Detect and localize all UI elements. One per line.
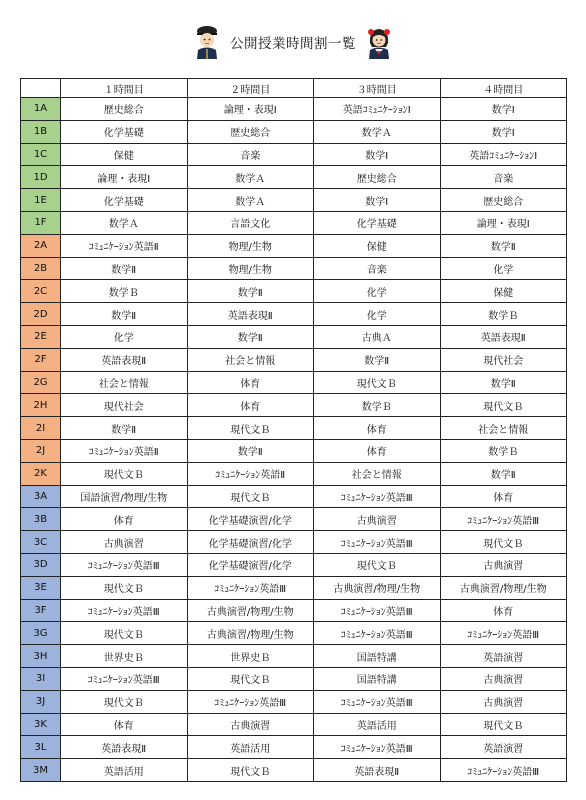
class-label-cell: 3L (21, 736, 61, 759)
subject-cell: 論理・表現Ⅰ (187, 98, 314, 121)
subject-cell: 論理・表現Ⅰ (440, 211, 567, 234)
table-row (21, 143, 567, 166)
subject-cell: 数学Ａ (187, 189, 314, 212)
subject-cell: 体育 (61, 713, 188, 736)
table-row (21, 439, 567, 462)
subject-cell: ｺﾐｭﾆｹｰｼｮﾝ英語Ⅱ (61, 234, 188, 257)
subject-cell: ｺﾐｭﾆｹｰｼｮﾝ英語Ⅱ (61, 439, 188, 462)
table-row (21, 234, 567, 257)
class-label-cell: 1F (21, 211, 61, 234)
page-title: 公開授業時間割一覧 (230, 36, 356, 52)
subject-cell: 保健 (61, 143, 188, 166)
subject-cell: 現代文Ｂ (187, 485, 314, 508)
table-row (21, 98, 567, 121)
subject-cell: 数学Ⅰ (314, 143, 441, 166)
subject-cell: 現代社会 (61, 394, 188, 417)
class-label-cell: 2I (21, 417, 61, 440)
subject-cell: 英語ｺﾐｭﾆｹｰｼｮﾝⅠ (440, 143, 567, 166)
table-row (21, 394, 567, 417)
subject-cell: 数学Ⅱ (61, 303, 188, 326)
subject-cell: ｺﾐｭﾆｹｰｼｮﾝ英語Ⅲ (61, 667, 188, 690)
subject-cell: 数学Ｂ (314, 394, 441, 417)
subject-cell: 国語特講 (314, 645, 441, 668)
subject-cell: 古典演習 (187, 713, 314, 736)
subject-cell: 数学Ａ (187, 166, 314, 189)
timetable (20, 78, 567, 782)
subject-cell: 体育 (440, 599, 567, 622)
table-row (21, 325, 567, 348)
class-label-cell: 1D (21, 166, 61, 189)
class-label-cell: 2B (21, 257, 61, 280)
timetable-header-row (21, 79, 567, 98)
subject-cell: 体育 (314, 439, 441, 462)
subject-cell: 世界史Ｂ (187, 645, 314, 668)
table-row (21, 462, 567, 485)
subject-cell: 社会と情報 (440, 417, 567, 440)
schoolgirl-avatar-icon (366, 25, 392, 59)
table-row (21, 622, 567, 645)
class-label-cell: 3F (21, 599, 61, 622)
subject-cell: 現代文Ｂ (61, 576, 188, 599)
subject-cell: 音楽 (440, 166, 567, 189)
subject-cell: 化学 (314, 280, 441, 303)
subject-cell: 現代文Ｂ (187, 667, 314, 690)
subject-cell: 数学Ⅱ (440, 234, 567, 257)
subject-cell: 英語活用 (61, 759, 188, 782)
table-row (21, 166, 567, 189)
subject-cell: ｺﾐｭﾆｹｰｼｮﾝ英語Ⅲ (314, 531, 441, 554)
class-label-cell: 3I (21, 667, 61, 690)
header-period-3: ３時間目 (314, 79, 441, 98)
class-label-cell: 3D (21, 553, 61, 576)
subject-cell: 英語表現Ⅱ (314, 759, 441, 782)
subject-cell: 古典演習 (440, 553, 567, 576)
subject-cell: 英語表現Ⅱ (61, 736, 188, 759)
subject-cell: 化学基礎演習/化学 (187, 508, 314, 531)
subject-cell: 古典演習/物理/生物 (187, 622, 314, 645)
subject-cell: 数学Ⅱ (61, 417, 188, 440)
subject-cell: 古典演習/物理/生物 (314, 576, 441, 599)
subject-cell: 英語演習 (440, 736, 567, 759)
class-label-cell: 1A (21, 98, 61, 121)
subject-cell: ｺﾐｭﾆｹｰｼｮﾝ英語Ⅲ (440, 508, 567, 531)
subject-cell: 古典演習 (440, 667, 567, 690)
subject-cell: 数学Ｂ (61, 280, 188, 303)
subject-cell: 現代文Ｂ (61, 622, 188, 645)
subject-cell: 体育 (61, 508, 188, 531)
subject-cell: 数学Ⅱ (440, 462, 567, 485)
subject-cell: 数学Ⅱ (187, 439, 314, 462)
subject-cell: 現代文Ｂ (314, 553, 441, 576)
table-row (21, 303, 567, 326)
table-row (21, 348, 567, 371)
class-label-cell: 3K (21, 713, 61, 736)
subject-cell: 古典演習/物理/生物 (440, 576, 567, 599)
table-row (21, 713, 567, 736)
subject-cell: 数学Ⅰ (314, 189, 441, 212)
class-label-cell: 3G (21, 622, 61, 645)
subject-cell: 保健 (440, 280, 567, 303)
subject-cell: ｺﾐｭﾆｹｰｼｮﾝ英語Ⅲ (314, 599, 441, 622)
subject-cell: 英語表現Ⅱ (440, 325, 567, 348)
subject-cell: 数学Ⅱ (314, 348, 441, 371)
table-row (21, 280, 567, 303)
header-period-4: ４時間目 (440, 79, 567, 98)
subject-cell: 数学Ｂ (440, 303, 567, 326)
table-row (21, 371, 567, 394)
subject-cell: 化学 (61, 325, 188, 348)
subject-cell: 歴史総合 (61, 98, 188, 121)
subject-cell: 数学Ａ (314, 120, 441, 143)
subject-cell: 数学Ⅰ (440, 120, 567, 143)
class-label-cell: 3E (21, 576, 61, 599)
table-row (21, 257, 567, 280)
subject-cell: 化学基礎 (61, 120, 188, 143)
subject-cell: 古典演習 (314, 508, 441, 531)
subject-cell: ｺﾐｭﾆｹｰｼｮﾝ英語Ⅲ (314, 690, 441, 713)
subject-cell: 古典演習 (61, 531, 188, 554)
subject-cell: 数学Ⅱ (61, 257, 188, 280)
table-row (21, 645, 567, 668)
subject-cell: 現代社会 (440, 348, 567, 371)
subject-cell: 英語演習 (440, 645, 567, 668)
table-row (21, 736, 567, 759)
class-label-cell: 3B (21, 508, 61, 531)
class-label-cell: 2D (21, 303, 61, 326)
class-label-cell: 1C (21, 143, 61, 166)
table-row (21, 508, 567, 531)
subject-cell: 物理/生物 (187, 234, 314, 257)
subject-cell: 数学Ⅱ (187, 325, 314, 348)
subject-cell: 古典演習/物理/生物 (187, 599, 314, 622)
class-label-cell: 3C (21, 531, 61, 554)
class-label-cell: 1B (21, 120, 61, 143)
subject-cell: 体育 (187, 371, 314, 394)
subject-cell: ｺﾐｭﾆｹｰｼｮﾝ英語Ⅲ (61, 553, 188, 576)
subject-cell: ｺﾐｭﾆｹｰｼｮﾝ英語Ⅲ (314, 485, 441, 508)
table-row (21, 531, 567, 554)
subject-cell: 現代文Ｂ (440, 713, 567, 736)
subject-cell: 社会と情報 (187, 348, 314, 371)
subject-cell: 化学基礎演習/化学 (187, 531, 314, 554)
subject-cell: 数学Ａ (61, 211, 188, 234)
subject-cell: 化学基礎 (314, 211, 441, 234)
class-label-cell: 2G (21, 371, 61, 394)
class-label-cell: 2K (21, 462, 61, 485)
subject-cell: 国語演習/物理/生物 (61, 485, 188, 508)
subject-cell: 音楽 (187, 143, 314, 166)
subject-cell: 体育 (187, 394, 314, 417)
table-row (21, 667, 567, 690)
subject-cell: 英語表現Ⅱ (61, 348, 188, 371)
subject-cell: 歴史総合 (314, 166, 441, 189)
subject-cell: 現代文Ｂ (187, 759, 314, 782)
class-label-cell: 2F (21, 348, 61, 371)
subject-cell: 古典Ａ (314, 325, 441, 348)
table-row (21, 120, 567, 143)
class-label-cell: 2A (21, 234, 61, 257)
subject-cell: 現代文Ｂ (187, 417, 314, 440)
class-label-cell: 2E (21, 325, 61, 348)
class-label-cell: 3H (21, 645, 61, 668)
subject-cell: ｺﾐｭﾆｹｰｼｮﾝ英語Ⅲ (440, 622, 567, 645)
subject-cell: 数学Ｂ (440, 439, 567, 462)
subject-cell: 英語表現Ⅱ (187, 303, 314, 326)
subject-cell: 論理・表現Ⅰ (61, 166, 188, 189)
subject-cell: 現代文Ｂ (440, 394, 567, 417)
subject-cell: 物理/生物 (187, 257, 314, 280)
subject-cell: 社会と情報 (61, 371, 188, 394)
subject-cell: 歴史総合 (440, 189, 567, 212)
subject-cell: 歴史総合 (187, 120, 314, 143)
subject-cell: 化学 (440, 257, 567, 280)
subject-cell: 化学 (314, 303, 441, 326)
class-label-cell: 3M (21, 759, 61, 782)
table-row (21, 553, 567, 576)
subject-cell: 世界史Ｂ (61, 645, 188, 668)
table-row (21, 759, 567, 782)
table-row (21, 485, 567, 508)
subject-cell: 英語活用 (314, 713, 441, 736)
subject-cell: 数学Ⅱ (187, 280, 314, 303)
subject-cell: 音楽 (314, 257, 441, 280)
subject-cell: 数学Ⅰ (440, 98, 567, 121)
class-label-cell: 2H (21, 394, 61, 417)
class-label-cell: 3J (21, 690, 61, 713)
header-period-1: １時間目 (61, 79, 188, 98)
subject-cell: ｺﾐｭﾆｹｰｼｮﾝ英語Ⅲ (61, 599, 188, 622)
subject-cell: 体育 (440, 485, 567, 508)
subject-cell: 現代文Ｂ (61, 690, 188, 713)
class-label-cell: 2J (21, 439, 61, 462)
header-corner-cell (21, 79, 61, 98)
subject-cell: 英語活用 (187, 736, 314, 759)
subject-cell: 保健 (314, 234, 441, 257)
table-row (21, 211, 567, 234)
class-label-cell: 3A (21, 485, 61, 508)
table-row (21, 417, 567, 440)
subject-cell: ｺﾐｭﾆｹｰｼｮﾝ英語Ⅲ (187, 576, 314, 599)
subject-cell: ｺﾐｭﾆｹｰｼｮﾝ英語Ⅱ (187, 462, 314, 485)
class-label-cell: 1E (21, 189, 61, 212)
subject-cell: ｺﾐｭﾆｹｰｼｮﾝ英語Ⅲ (187, 690, 314, 713)
subject-cell: 化学基礎演習/化学 (187, 553, 314, 576)
class-label-cell: 2C (21, 280, 61, 303)
subject-cell: 古典演習 (440, 690, 567, 713)
subject-cell: 社会と情報 (314, 462, 441, 485)
subject-cell: 体育 (314, 417, 441, 440)
subject-cell: 現代文Ｂ (61, 462, 188, 485)
table-row (21, 576, 567, 599)
subject-cell: 数学Ⅱ (440, 371, 567, 394)
subject-cell: 国語特講 (314, 667, 441, 690)
subject-cell: 英語ｺﾐｭﾆｹｰｼｮﾝⅠ (314, 98, 441, 121)
subject-cell: 言語文化 (187, 211, 314, 234)
subject-cell: 現代文Ｂ (440, 531, 567, 554)
schoolboy-avatar-icon (194, 25, 220, 59)
subject-cell: ｺﾐｭﾆｹｰｼｮﾝ英語Ⅲ (314, 736, 441, 759)
subject-cell: ｺﾐｭﾆｹｰｼｮﾝ英語Ⅲ (440, 759, 567, 782)
header-period-2: ２時間目 (187, 79, 314, 98)
table-row (21, 189, 567, 212)
table-row (21, 599, 567, 622)
page-header (0, 22, 586, 62)
subject-cell: ｺﾐｭﾆｹｰｼｮﾝ英語Ⅲ (314, 622, 441, 645)
subject-cell: 現代文Ｂ (314, 371, 441, 394)
subject-cell: 化学基礎 (61, 189, 188, 212)
table-row (21, 690, 567, 713)
